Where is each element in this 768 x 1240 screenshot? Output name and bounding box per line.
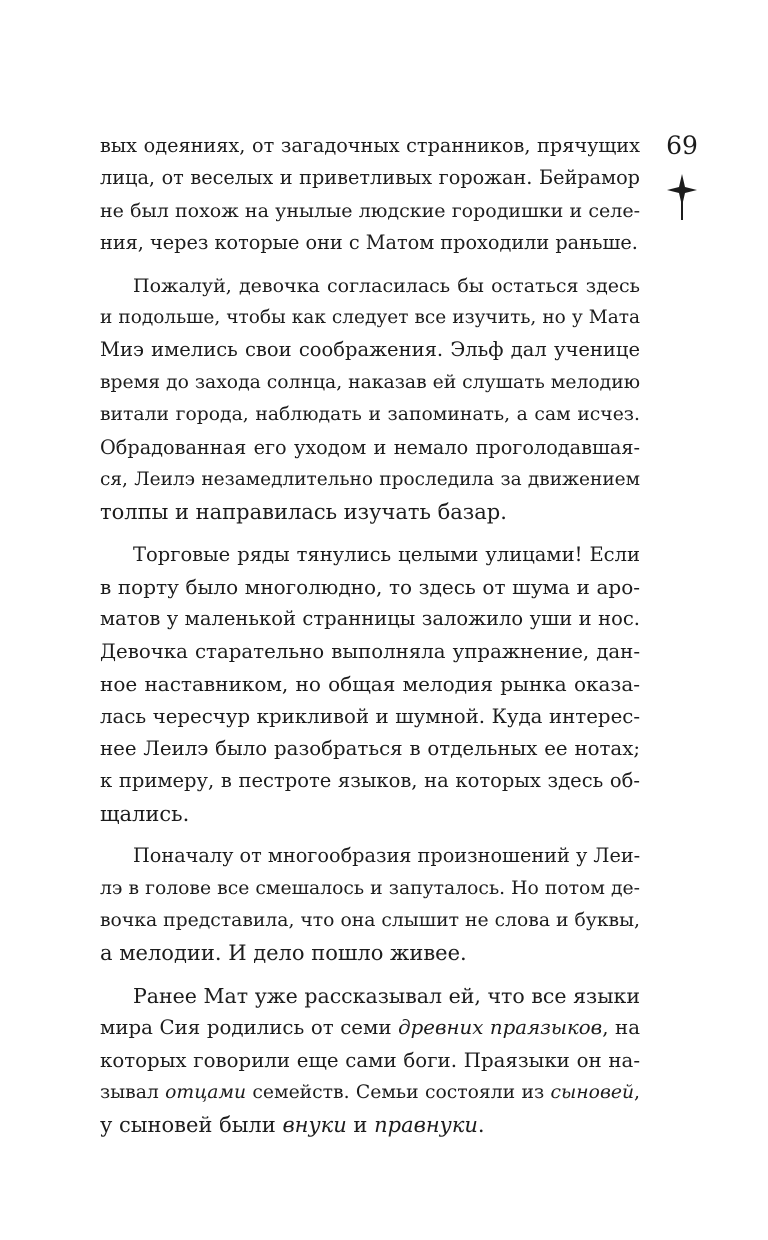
text-line (100, 195, 640, 227)
text-line (100, 367, 640, 399)
text-line (100, 302, 640, 334)
paragraph-gap (100, 830, 640, 840)
text-line (100, 270, 640, 302)
text-line (100, 733, 640, 765)
text-run: у сыновей были (100, 1113, 283, 1138)
italic-term: внуки (282, 1113, 347, 1138)
text-run: витали города, наблюдать и запоминать, а сам исчез. (100, 404, 640, 426)
text-line (100, 539, 640, 571)
text-run: вочка представила, что она слышит не слова и буквы, (100, 909, 640, 931)
text-run: которых говорили еще сами боги. Праязыки он на- (100, 1048, 640, 1072)
paragraph (100, 840, 640, 970)
text-run: не был похож на унылые людские городишки и селе- (100, 199, 640, 222)
paragraph-gap (100, 529, 640, 539)
text-line (100, 1077, 640, 1109)
paragraph-gap (100, 260, 640, 270)
text-run: лица, от веселых и приветливых горожан. Бейрамор (100, 166, 640, 190)
text-run: . (477, 1113, 485, 1138)
italic-term: отцами (165, 1081, 247, 1103)
text-run: толпы и направилась изучать базар. (100, 500, 507, 525)
text-run: , (634, 1081, 640, 1103)
text-run: к примеру, в пестроте языков, на которых здесь об- (100, 769, 640, 793)
text-run: и подольше, чтобы как следует все изучить, но у Мата (100, 306, 640, 328)
text-line (100, 701, 640, 733)
paragraph-gap (100, 970, 640, 980)
page-number: 69 (666, 131, 698, 160)
paragraph (100, 539, 640, 831)
text-line (100, 798, 640, 830)
text-line (100, 432, 640, 464)
paragraph (100, 980, 640, 1142)
star-ornament-icon (667, 174, 697, 220)
paragraph (100, 270, 640, 529)
text-run: мира Сия родились от семи (100, 1016, 399, 1040)
text-run: и (346, 1113, 375, 1138)
text-run: ное наставником, но общая мелодия рынка оказа- (100, 672, 640, 697)
text-line (100, 130, 640, 162)
text-run: Обрадованная его уходом и немало проголодавшая- (100, 435, 640, 459)
text-run: Пожалуй, девочка согласилась бы остаться здесь (133, 274, 640, 297)
text-run: семейств. Семьи состояли из (246, 1081, 551, 1103)
paragraph (100, 130, 640, 260)
text-run: Торговые ряды тянулись целыми улицами! Если (133, 542, 640, 566)
text-line (100, 636, 640, 668)
text-line (100, 668, 640, 700)
text-run: щались. (100, 801, 190, 826)
text-line (100, 399, 640, 431)
text-run: Девочка старательно выполняла упражнение, дан- (100, 639, 640, 663)
text-run: Миэ имелись свои соображения. Эльф дал ученице (100, 338, 640, 362)
text-run: в порту было многолюдно, то здесь от шума и аро- (100, 575, 640, 600)
text-run: лэ в голове все смешалось и запуталось. Но потом де- (100, 877, 640, 899)
text-line (100, 334, 640, 366)
text-line (100, 1012, 640, 1044)
body-text (100, 130, 640, 1142)
text-run: ния, через которые они с Матом проходили раньше. (100, 231, 638, 255)
text-line (100, 765, 640, 797)
text-line (100, 603, 640, 635)
italic-term: сыновей (550, 1081, 635, 1103)
text-line (100, 905, 640, 937)
text-run: лась чересчур крикливой и шумной. Куда интерес- (100, 704, 640, 728)
text-line (100, 227, 640, 259)
text-line (100, 1109, 640, 1141)
text-run: , на (602, 1016, 640, 1040)
text-line (100, 162, 640, 194)
text-line (100, 464, 640, 496)
text-line (100, 1045, 640, 1077)
text-line (100, 840, 640, 872)
text-run: вых одеяниях, от загадочных странников, прячущих (100, 134, 640, 157)
text-run: а мелодии. И дело пошло живее. (100, 941, 467, 966)
italic-term: древних праязыков (398, 1016, 603, 1040)
text-run: ся, Леилэ незамедлительно проследила за движением (100, 468, 640, 490)
text-line (100, 496, 640, 528)
text-run: зывал (100, 1081, 166, 1103)
italic-term: правнуки (374, 1113, 478, 1138)
text-run: Поначалу от многообразия произношений у Леи- (133, 844, 641, 868)
text-line (100, 873, 640, 905)
text-run: матов у маленькой странницы заложило уши и нос. (100, 607, 640, 631)
text-run: Ранее Мат уже рассказывал ей, что все языки (133, 983, 640, 1008)
text-run: время до захода солнца, наказав ей слушать мелодию (100, 371, 641, 393)
text-line (100, 571, 640, 603)
text-line (100, 980, 640, 1012)
text-line (100, 937, 640, 969)
text-run: нее Леилэ было разобраться в отдельных ее нотах; (100, 737, 640, 761)
